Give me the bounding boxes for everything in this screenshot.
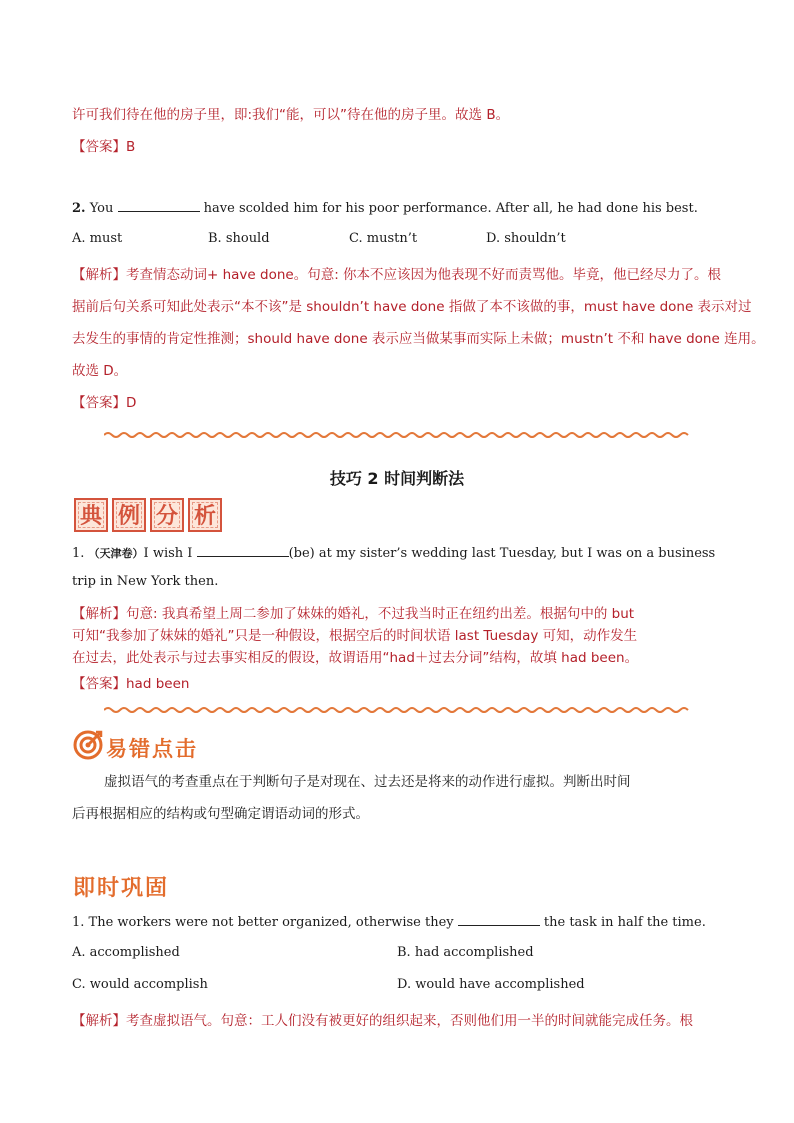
tip-line-1: 虚拟语气的考查重点在于判断句子是对现在、过去还是将来的动作进行虚拟。判断出时间 [104,774,631,790]
analysis-line-2: 据前后句关系可知此处表示“本不该”是 shouldn’t have done 指做了本不该做的事，must have done 表示对过 [72,299,752,315]
option-c: C. mustn’t [349,231,418,246]
section-title: 技巧 2 时间判断法 [329,469,465,488]
target-icon [73,730,103,760]
analysis-line-1 [72,263,721,283]
stem-after: (be) at my sister’s wedding last Tuesday, but I was on a business [288,546,716,561]
answer-tag: 【答案】 [72,139,126,155]
option-d: D. shouldn’t [486,231,566,246]
answer-value: B [126,139,136,155]
analysis-text: 句意: 我真希望上周二参加了妹妹的婚礼，不过我当时正在纽约出差。根据句中的 but [126,606,635,622]
answer-value: had been [126,676,190,692]
answer-row [72,672,189,692]
analysis-continuation [72,103,509,123]
option-d: D. would have accomplished [397,977,585,992]
example-stem-line2: trip in New York then. [72,574,219,589]
option-b: B. should [208,231,270,246]
analysis-text: 考查虚拟语气。句意：工人们没有被更好的组织起来，否则他们用一半的时间就能完成任务。根 [126,1013,693,1029]
badge-char: 分 [150,498,184,532]
stem-before: I wish I [143,546,193,561]
analysis-line-4: 故选 D。 [72,363,128,379]
analysis-line-2: 可知“我参加了妹妹的婚礼”只是一种假设，根据空后的时间状语 last Tuesday 可知，动作发生 [72,628,638,644]
option-b: B. had accomplished [397,945,534,960]
analysis-tag: 【解析】 [72,606,126,622]
stem-before: The workers were not better organized, otherwise they [88,915,454,930]
option-a: A. must [72,231,123,246]
analysis-tag: 【解析】 [72,1013,126,1029]
stem-after: have scolded him for his poor performance. After all, he had done his best. [203,201,698,216]
practice-number: 1. [72,915,85,930]
badge-char: 析 [188,498,222,532]
question-number: 2. [72,201,86,216]
answer-tag: 【答案】 [72,676,126,692]
badge-char: 典 [74,498,108,532]
analysis-tag: 【解析】 [72,267,126,283]
practice-stem [72,913,706,930]
option-c: C. would accomplish [72,977,208,992]
answer-row [72,391,136,411]
wavy-divider [104,431,690,439]
option-a: A. accomplished [72,945,180,960]
practice-analysis [72,1009,693,1029]
answer-blank [118,199,200,212]
question-stem [72,199,698,216]
stem-before: You [89,201,114,216]
tip-heading: 易错点击 [106,737,198,761]
wavy-divider [104,706,690,714]
example-stem [72,544,715,561]
practice-heading: 即时巩固 [73,876,170,901]
analysis-text: 考查情态动词+ have done。句意: 你本不应该因为他表现不好而责骂他。毕竟，他已经尽力了。根 [126,267,722,283]
example-number: 1. [72,546,85,561]
analysis-line-3: 去发生的事情的肯定性推测；should have done 表示应当做某事而实际上未做；mustn’t 不和 have done 连用。 [72,331,765,347]
example-source: （天津卷） [88,547,144,560]
section-badge [74,498,222,532]
analysis-tail-text: 许可我们待在他的房子里，即:我们“能，可以”待在他的房子里。故选 B。 [72,107,510,123]
answer-blank [197,544,289,557]
stem-after: the task in half the time. [543,915,706,930]
answer-row [72,135,135,155]
badge-char: 例 [112,498,146,532]
analysis-line-3: 在过去，此处表示与过去事实相反的假设，故谓语用“had＋过去分词”结构，故填 had been。 [72,650,639,666]
answer-tag: 【答案】 [72,395,126,411]
answer-blank [458,913,540,926]
analysis-line-1 [72,602,634,622]
answer-value: D [126,395,137,411]
tip-line-2: 后再根据相应的结构或句型确定谓语动词的形式。 [72,806,369,822]
